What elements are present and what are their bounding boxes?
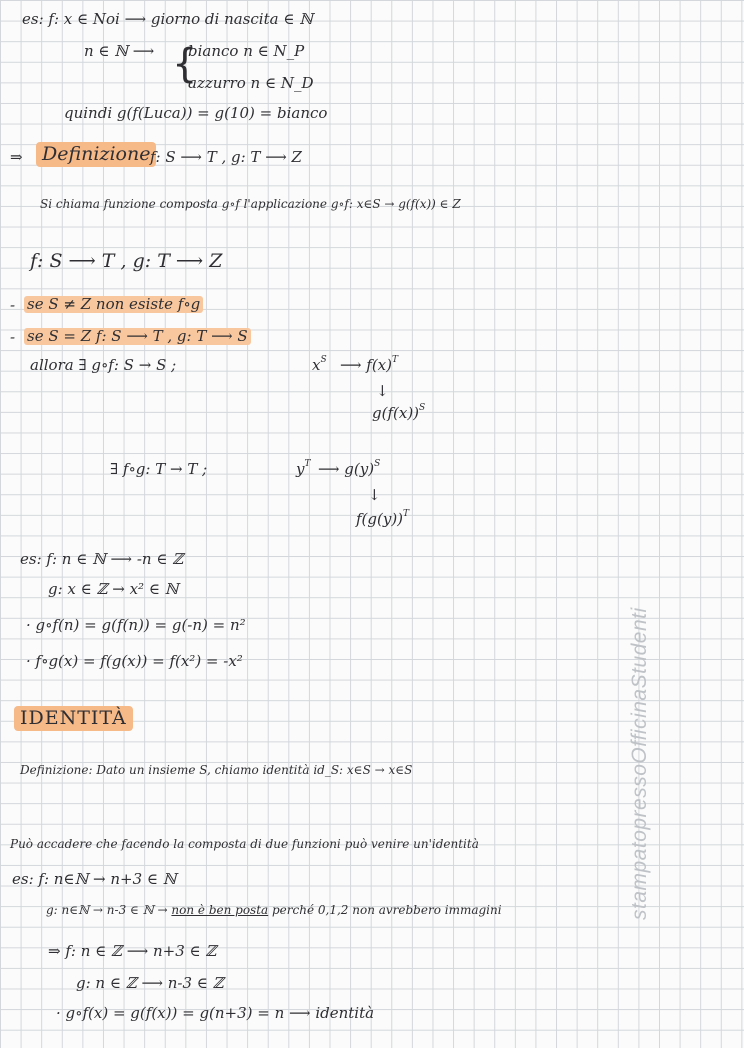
x-variable: x [312, 356, 321, 374]
case-s-equal-z: se S = Z f: S ⟶ T , g: T ⟶ S [24, 328, 251, 345]
maps-to-fx [340, 355, 399, 374]
gfx-text: g(f(x)) [372, 404, 420, 422]
example-line-4: quindi g(f(Luca)) = g(10) = bianco [64, 104, 328, 122]
fgy-set-label: T [403, 509, 410, 519]
example-line-3-branch-b: azzurro n ∈ N_D [188, 74, 314, 92]
example-3-f: es: f: n∈ℕ → n+3 ∈ ℕ [12, 870, 177, 888]
no-preimage-note: perché 0,1,2 non avrebbero immagini [268, 903, 502, 917]
example-2-g: g: x ∈ ℤ → x² ∈ ℕ [48, 580, 179, 598]
example-3-g-map: g: n∈ℕ → n-3 ∈ ℕ → [46, 903, 168, 917]
example-3-f-z: ⇒ f: n ∈ ℤ ⟶ n+3 ∈ ℤ [48, 942, 217, 960]
example-line-1: es: f: x ∈ Noi ⟶ giorno di nascita ∈ ℕ [22, 10, 313, 28]
curly-brace: { [172, 41, 198, 87]
composition-definition-text: Si chiama funzione composta g∘f l'applicazione g∘f: x∈S → g(f(x)) ∈ Z [40, 197, 461, 211]
example-3-g [46, 904, 502, 916]
down-arrow-1: ↓ [376, 382, 389, 400]
example-2-fog: · f∘g(x) = f(g(x)) = f(x²) = -x² [26, 652, 243, 670]
element-x [312, 355, 327, 374]
bullet-dash-2: - [10, 328, 16, 346]
exists-fog: ∃ f∘g: T → T ; [110, 460, 208, 478]
fgy-text: f(g(y)) [356, 510, 404, 528]
example-line-2: n ∈ ℕ ⟶ [84, 42, 155, 60]
definition-heading-identity: IDENTITÀ [14, 706, 133, 731]
y-set-label: T [304, 459, 311, 469]
fgy-result [356, 509, 410, 528]
gfx-set-label: S [419, 403, 426, 413]
y-variable: y [296, 460, 305, 478]
down-arrow-2: ↓ [368, 486, 381, 504]
example-3-g-z: g: n ∈ ℤ ⟶ n-3 ∈ ℤ [76, 974, 224, 992]
watermark: stampatopressoOfficinaStudenti [628, 607, 651, 920]
x-set-label: S [320, 355, 327, 365]
identity-remark: Può accadere che facendo la composta di due funzioni può venire un'identità [10, 837, 479, 851]
maps-to-gy [318, 459, 381, 478]
element-y [296, 459, 311, 478]
identity-definition-text: Definizione: Dato un insieme S, chiamo identità id_S: x∈S → x∈S [20, 763, 413, 777]
gy-text: ⟶ g(y) [318, 460, 375, 478]
example-3-identity-result: · g∘f(x) = g(f(x)) = g(n+3) = n ⟶ identità [56, 1004, 375, 1022]
not-well-defined-note: non è ben posta [171, 903, 269, 917]
case-s-not-equal-z: se S ≠ Z non esiste f∘g [24, 296, 203, 313]
function-pair: f: S ⟶ T , g: T ⟶ Z [30, 250, 223, 272]
example-2-gof: · g∘f(n) = g(f(n)) = g(-n) = n² [26, 616, 246, 634]
gy-set-label: S [374, 459, 381, 469]
example-line-2-branch-a: bianco n ∈ N_P [188, 42, 305, 60]
fx-set-label: T [392, 355, 399, 365]
bullet-dash-1: - [10, 296, 16, 314]
example-2-f: es: f: n ∈ ℕ ⟶ -n ∈ ℤ [20, 550, 184, 568]
implies-arrow: ⇒ [10, 148, 23, 166]
composition-signature: f: S ⟶ T , g: T ⟶ Z [150, 148, 302, 166]
then-exists-gof: allora ∃ g∘f: S → S ; [30, 356, 177, 374]
fx-text: ⟶ f(x) [340, 356, 392, 374]
gfx-result [372, 403, 426, 422]
definition-heading-composition: Definizione [36, 142, 156, 167]
